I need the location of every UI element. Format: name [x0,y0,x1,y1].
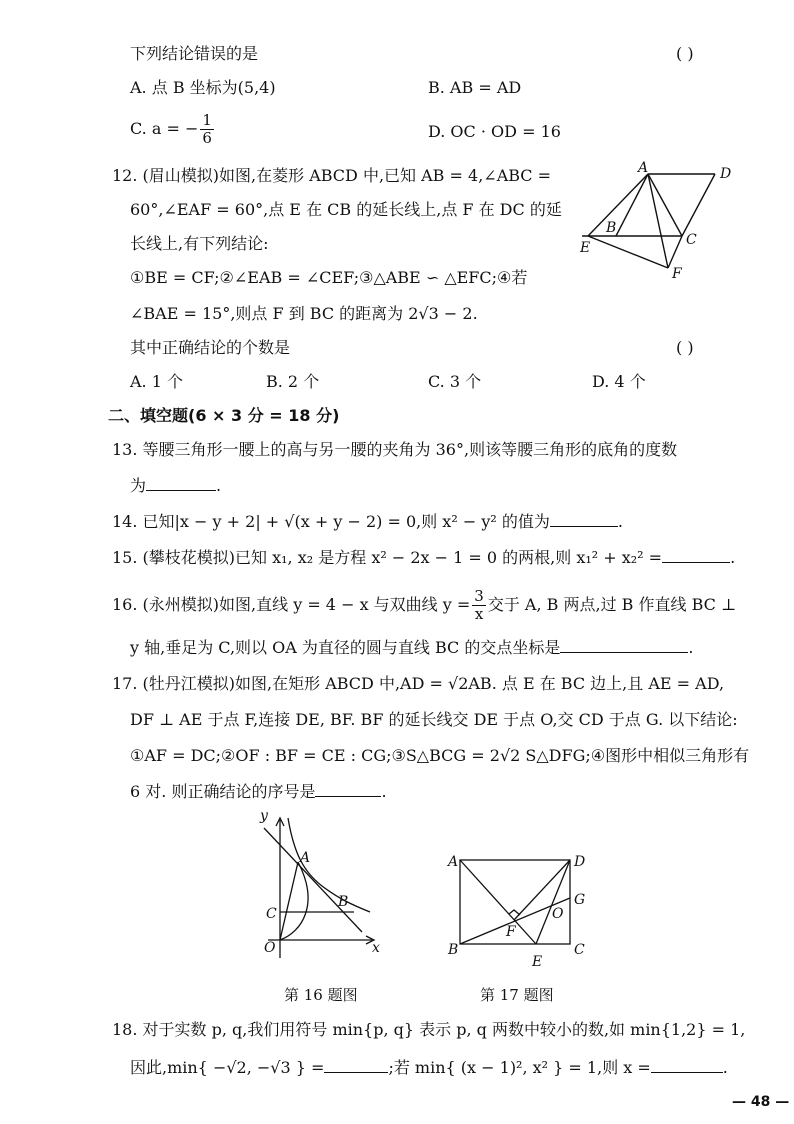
q12-line4: ①BE = CF;②∠EAB = ∠CEF;③△ABE ∽ △EFC;④若 [130,268,528,287]
q12-answer-paren: ( ) [676,338,694,357]
q12-line2: 60°,∠EAF = 60°,点 E 在 CB 的延长线上,点 F 在 DC 的延 [130,200,562,219]
q17-line2: DF ⊥ AE 于点 F,连接 DE, BF. BF 的延长线交 DE 于点 O,交 CD 于点 G. 以下结论: [130,710,738,729]
fig16-label-c: C [266,906,277,922]
q14-answer-blank [550,510,618,527]
fig16-label-y: y [260,808,268,824]
fig17-label-d: D [574,854,586,870]
q18-line1: 18. 对于实数 p, q,我们用符号 min{p, q} 表示 p, q 两数中较小的数,如 min{1,2} = 1, [112,1020,746,1039]
fig16-label-a: A [300,850,311,866]
q14-line: 14. 已知|x − y + 2| + √(x + y − 2) = 0,则 x² − y² 的值为 . [112,512,623,531]
q12-option-b: B. 2 个 [266,372,320,391]
q12-line3: 长线上,有下列结论: [130,234,269,253]
q11-option-d: D. OC · OD = 16 [428,122,561,141]
page-number: — 48 — [732,1094,790,1110]
q11-answer-paren: ( ) [676,44,694,63]
q18-answer-blank-2 [651,1056,723,1073]
q12-line6: 其中正确结论的个数是 [130,338,291,357]
q12-label-f: F [672,266,682,282]
q12-label-b: B [606,220,617,236]
fig17-rectangle-figure [444,848,592,972]
q12-line1: 12. (眉山模拟)如图,在菱形 ABCD 中,已知 AB = 4,∠ABC = [112,166,552,185]
q11-option-a: A. 点 B 坐标为(5,4) [130,78,276,97]
q11-stem: 下列结论错误的是 [130,44,259,63]
fig17-label-g: G [574,892,586,908]
fig17-label-f: F [506,924,516,940]
fig17-caption: 第 17 题图 [480,986,554,1004]
q17-line1: 17. (牡丹江模拟)如图,在矩形 ABCD 中,AD = √2AB. 点 E 在 BC 边上,且 AE = AD, [112,674,725,693]
q12-label-a: A [638,160,649,176]
q12-option-a: A. 1 个 [130,372,183,391]
q13-line1: 13. 等腰三角形一腰上的高与另一腰的夹角为 36°,则该等腰三角形的底角的度数 [112,440,678,459]
q11-option-c: C. a = − $\frac{1}{6}$ [130,111,212,147]
q16-fraction: $\frac{3}{x}$ [474,587,484,623]
q16-line2: y 轴,垂足为 C,则以 OA 为直径的圆与直线 BC 的交点坐标是 . [130,638,694,657]
q11-option-c-fraction: $\frac{1}{6}$ [202,111,212,147]
fig16-label-x: x [372,940,380,956]
fig17-label-a: A [448,854,459,870]
q16-line1: 16. (永州模拟)如图,直线 y = 4 − x 与双曲线 y = $\frac{3}{x}$ 交于 A, B 两点,过 B 作直线 BC ⊥ [112,587,737,623]
q15-answer-blank [662,546,730,563]
q11-option-b: B. AB = AD [428,78,522,97]
q12-label-e: E [580,240,591,256]
q12-label-c: C [686,232,697,248]
fig17-label-o: O [552,906,564,922]
q12-option-c: C. 3 个 [428,372,482,391]
fig16-caption: 第 16 题图 [284,986,358,1004]
section-fill-in-header: 二、填空题(6 × 3 分 = 18 分) [108,406,340,425]
fig16-graph [250,806,390,966]
q18-answer-blank-1 [324,1056,388,1073]
fig16-label-o: O [264,940,276,956]
q17-answer-blank [315,780,381,797]
q16-answer-blank [560,636,688,653]
fig17-label-e: E [532,954,543,970]
q12-option-d: D. 4 个 [592,372,646,391]
fig16-label-b: B [338,894,349,910]
q13-line2: 为 . [130,476,222,495]
fig17-label-b: B [448,942,459,958]
q18-line2: 因此,min{ −√2, −√3 } = ;若 min{ (x − 1)², x² } = 1,则 x = . [130,1058,728,1077]
q12-label-d: D [720,166,732,182]
q17-line4: 6 对. 则正确结论的序号是 . [130,782,387,801]
fig17-label-c: C [574,942,585,958]
q15-line: 15. (攀枝花模拟)已知 x₁, x₂ 是方程 x² − 2x − 1 = 0 的两根,则 x₁² + x₂² = . [112,548,736,567]
q13-answer-blank [146,474,216,491]
q12-rhombus-figure [570,158,745,288]
q17-line3: ①AF = DC;②OF : BF = CE : CG;③S△BCG = 2√2 S△DFG;④图形中相似三角形有 [130,746,750,765]
q12-line5: ∠BAE = 15°,则点 F 到 BC 的距离为 2√3 − 2. [130,304,478,323]
